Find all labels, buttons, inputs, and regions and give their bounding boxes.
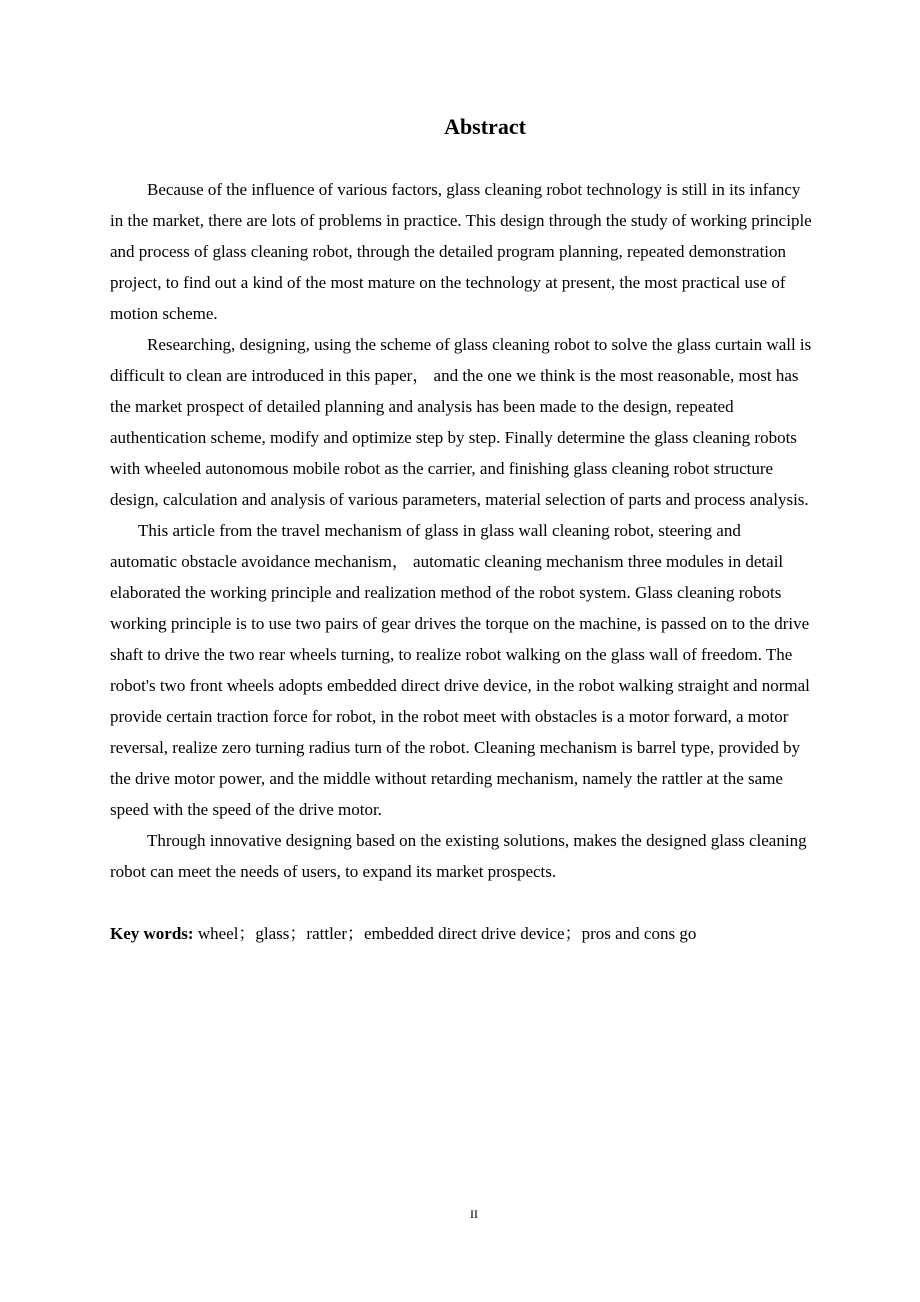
keywords-line <box>110 918 812 949</box>
page-number: II <box>470 1207 478 1221</box>
abstract-body <box>110 174 812 949</box>
page-title: Abstract <box>444 114 526 139</box>
keywords-text: wheel；glass；rattler；embedded direct drive device；pros and cons go <box>193 924 697 943</box>
abstract-paragraph-4: Through innovative designing based on the existing solutions, makes the designed glass cleaning robot can meet the needs of users, to expand its market prospects. <box>110 831 807 881</box>
abstract-paragraph-3: This article from the travel mechanism of glass in glass wall cleaning robot, steering and automatic obstacle avoidance mechanism， automatic cleaning mechanism three modules in detail elaborated the working principle and realization method of the robot system. Glass cleaning robots working principle is to use two pairs of gear drives the torque on the machine, is passed on to the drive shaft to drive the two rear wheels turning, to realize robot walking on the glass wall of freedom. The robot's two front wheels adopts embedded direct drive device, in the robot walking straight and normal provide certain traction force for robot, in the robot meet with obstacles is a motor forward, a motor reversal, realize zero turning radius turn of the robot. Cleaning mechanism is barrel type, provided by the drive motor power, and the middle without retarding mechanism, namely the rattler at the same speed with the speed of the drive motor. <box>110 521 810 819</box>
abstract-paragraph-2: Researching, designing, using the scheme of glass cleaning robot to solve the glass curtain wall is difficult to clean are introduced in this paper， and the one we think is the most reasonable, most has the market prospect of detailed planning and analysis has been made to the design, repeated authentication scheme, modify and optimize step by step. Finally determine the glass cleaning robots with wheeled autonomous mobile robot as the carrier, and finishing glass cleaning robot structure design, calculation and analysis of various parameters, material selection of parts and process analysis. <box>110 335 812 509</box>
abstract-paragraph-1: Because of the influence of various factors, glass cleaning robot technology is still in its infancy in the market, there are lots of problems in practice. This design through the study of working principle and process of glass cleaning robot, through the detailed program planning, repeated demonstration project, to find out a kind of the most mature on the technology at present, the most practical use of motion scheme. <box>110 180 812 323</box>
keywords-label: Key words: <box>110 924 194 943</box>
